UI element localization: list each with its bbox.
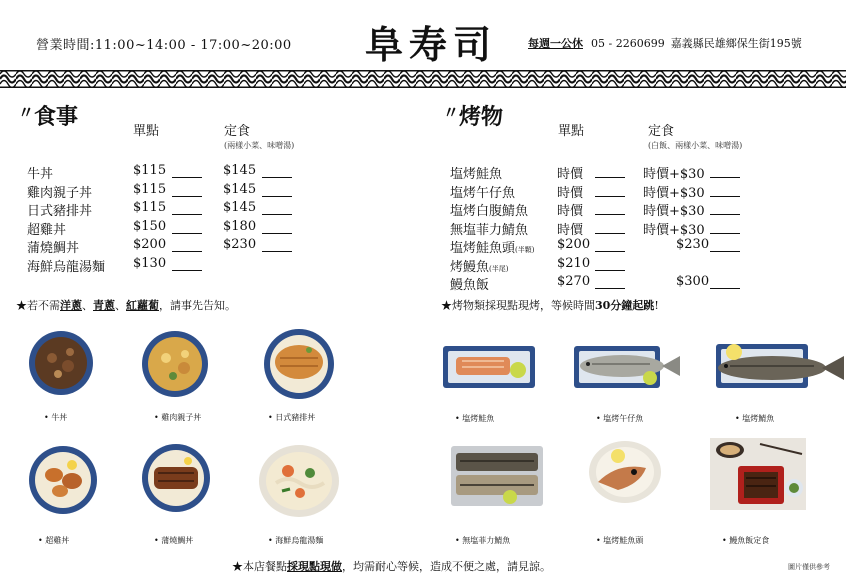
meal-single-price: $115 — [133, 200, 167, 215]
grill-name: 塩烤鮭魚頭(半顆) — [450, 241, 535, 256]
photo-caption: • 塩烤鮭魚 — [455, 414, 495, 423]
grill-single-price: 時價 — [557, 167, 584, 182]
order-blank[interactable] — [710, 196, 740, 197]
order-blank[interactable] — [262, 233, 292, 234]
order-blank[interactable] — [172, 270, 202, 271]
order-blank[interactable] — [262, 196, 292, 197]
photo-caption: • 牛丼 — [44, 413, 68, 422]
seafood-udon-photo — [258, 443, 340, 519]
meal-single-price: $200 — [133, 237, 167, 252]
meal-name: 牛丼 — [27, 167, 54, 182]
photo-caption: • 鰻魚飯定食 — [722, 536, 770, 545]
meal-set-price: $180 — [223, 218, 257, 234]
order-blank[interactable] — [595, 177, 625, 178]
meal-name: 海鮮烏龍湯麵 — [27, 259, 106, 275]
meal-name: 雞肉親子丼 — [27, 185, 93, 201]
order-blank[interactable] — [262, 177, 292, 178]
meal-single-price: $115 — [133, 181, 167, 197]
photo-caption: • 塩烤午仔魚 — [596, 414, 644, 423]
grill-row — [450, 163, 750, 181]
grill-name: 塩烤白腹鯖魚 — [450, 204, 529, 219]
meal-single-price: $115 — [133, 163, 167, 178]
grill-row — [450, 237, 750, 255]
meals-col-single: 單點 — [133, 124, 160, 139]
grill-single-price: 時價 — [557, 222, 584, 238]
photo-caption: • 雞肉親子丼 — [154, 413, 202, 422]
meal-single-price: $130 — [133, 255, 167, 271]
order-blank[interactable] — [595, 288, 625, 289]
katsudon-photo — [262, 328, 336, 400]
meal-row — [27, 200, 327, 218]
grill-name: 烤鰻魚(半尾) — [450, 259, 509, 275]
order-blank[interactable] — [172, 196, 202, 197]
grill-title: 〃烤物 — [443, 103, 504, 130]
grill-row — [450, 256, 750, 274]
grill-name: 鰻魚飯 — [450, 278, 490, 293]
grilled-mackerel-photo — [710, 340, 846, 394]
photo-caption: • 日式豬排丼 — [268, 413, 316, 422]
gyudon-photo — [28, 330, 94, 396]
meal-single-price: $150 — [133, 218, 167, 234]
photo-caption: • 蒲燒鯛丼 — [154, 536, 194, 545]
mackerel-fillet-photo — [450, 445, 544, 507]
grill-set-price: 時價+$30 — [643, 204, 705, 219]
meals-title: 〃食事 — [18, 103, 79, 130]
grill-col-single: 單點 — [558, 124, 585, 139]
photo-caption: • 塩烤鯖魚 — [735, 414, 775, 423]
grill-row — [450, 200, 750, 218]
contact-info — [528, 35, 802, 51]
meals-set-note: (兩樣小菜、味噌湯) — [224, 141, 295, 150]
chao-ji-don-photo — [28, 445, 98, 515]
order-blank[interactable] — [172, 177, 202, 178]
grill-set-price: 時價+$30 — [643, 167, 705, 182]
grill-row — [450, 182, 750, 200]
restaurant-name: 阜寿司 — [365, 22, 498, 67]
order-blank[interactable] — [595, 270, 625, 271]
oyakodon-photo — [140, 330, 210, 398]
meals-notice: ★若不需洋蔥、青蔥、紅蘿蔔，請事先告知。 — [16, 299, 236, 312]
order-blank[interactable] — [595, 214, 625, 215]
order-blank[interactable] — [710, 177, 740, 178]
grill-single-price: 時價 — [557, 185, 584, 201]
order-blank[interactable] — [595, 233, 625, 234]
order-blank[interactable] — [172, 214, 202, 215]
order-blank[interactable] — [172, 251, 202, 252]
grill-set-price: 時價+$30 — [643, 185, 705, 201]
order-blank[interactable] — [710, 233, 740, 234]
grill-notice: ★烤物類採現點現烤，等候時間30分鐘起跳! — [441, 299, 659, 312]
wave-border — [0, 70, 846, 88]
meal-name: 超雞丼 — [27, 222, 67, 238]
footer-notice: ★本店餐點採現點現做，均需耐心等候，造成不便之處，請見諒。 — [232, 560, 551, 573]
grill-single-price: $210 — [557, 255, 591, 271]
kabayaki-don-photo — [140, 443, 212, 513]
grill-single-price: $200 — [557, 237, 591, 252]
meal-set-price: $230 — [223, 237, 257, 252]
order-blank[interactable] — [262, 251, 292, 252]
eel-rice-set-photo — [710, 438, 806, 510]
order-blank[interactable] — [172, 233, 202, 234]
grill-set-note: (白飯、兩樣小菜、味噌湯) — [648, 141, 743, 150]
grill-single-price: $270 — [557, 274, 591, 289]
order-blank[interactable] — [595, 251, 625, 252]
meal-row — [27, 256, 327, 274]
meal-row — [27, 219, 327, 237]
grill-set-price: 時價+$30 — [643, 222, 705, 238]
photo-disclaimer: 圖片僅供參考 — [788, 563, 830, 571]
order-blank[interactable] — [595, 196, 625, 197]
grill-row — [450, 274, 750, 292]
meal-row — [27, 237, 327, 255]
grill-name: 塩烤午仔魚 — [450, 185, 516, 201]
phone-number: 05 - 2260699 — [591, 37, 665, 50]
meal-name: 日式豬排丼 — [27, 204, 93, 219]
order-blank[interactable] — [710, 214, 740, 215]
photo-caption: • 超雞丼 — [38, 536, 70, 545]
grill-single-price: 時價 — [557, 204, 584, 219]
meal-set-price: $145 — [223, 181, 257, 197]
meal-row — [27, 182, 327, 200]
meal-set-price: $145 — [223, 200, 257, 215]
address: 嘉義縣民雄鄉保生街195號 — [670, 37, 802, 50]
photo-caption: • 塩烤鮭魚頭 — [596, 536, 644, 545]
grill-col-set: 定食 — [648, 124, 675, 139]
photo-caption: • 海鮮烏龍湯麵 — [268, 536, 324, 545]
order-blank[interactable] — [262, 214, 292, 215]
business-hours: 營業時間:11:00~14:00 - 17:00~20:00 — [36, 38, 292, 53]
grill-name: 無塩菲力鯖魚 — [450, 222, 529, 238]
order-blank[interactable] — [710, 251, 740, 252]
grilled-salmon-photo — [442, 345, 536, 389]
grilled-threadfin-photo — [570, 342, 682, 392]
order-blank[interactable] — [710, 288, 740, 289]
meals-col-set: 定食 — [224, 124, 251, 139]
grill-name: 塩烤鮭魚 — [450, 167, 503, 182]
grill-set-price: $230 — [676, 237, 710, 252]
meal-row — [27, 163, 327, 181]
meal-set-price: $145 — [223, 163, 257, 178]
grill-set-price: $300 — [676, 274, 710, 289]
grill-row — [450, 219, 750, 237]
meal-name: 蒲燒鯛丼 — [27, 241, 80, 256]
closed-day: 每週一公休 — [528, 37, 583, 50]
photo-caption: • 無塩菲力鯖魚 — [455, 536, 511, 545]
salmon-head-photo — [588, 438, 662, 504]
